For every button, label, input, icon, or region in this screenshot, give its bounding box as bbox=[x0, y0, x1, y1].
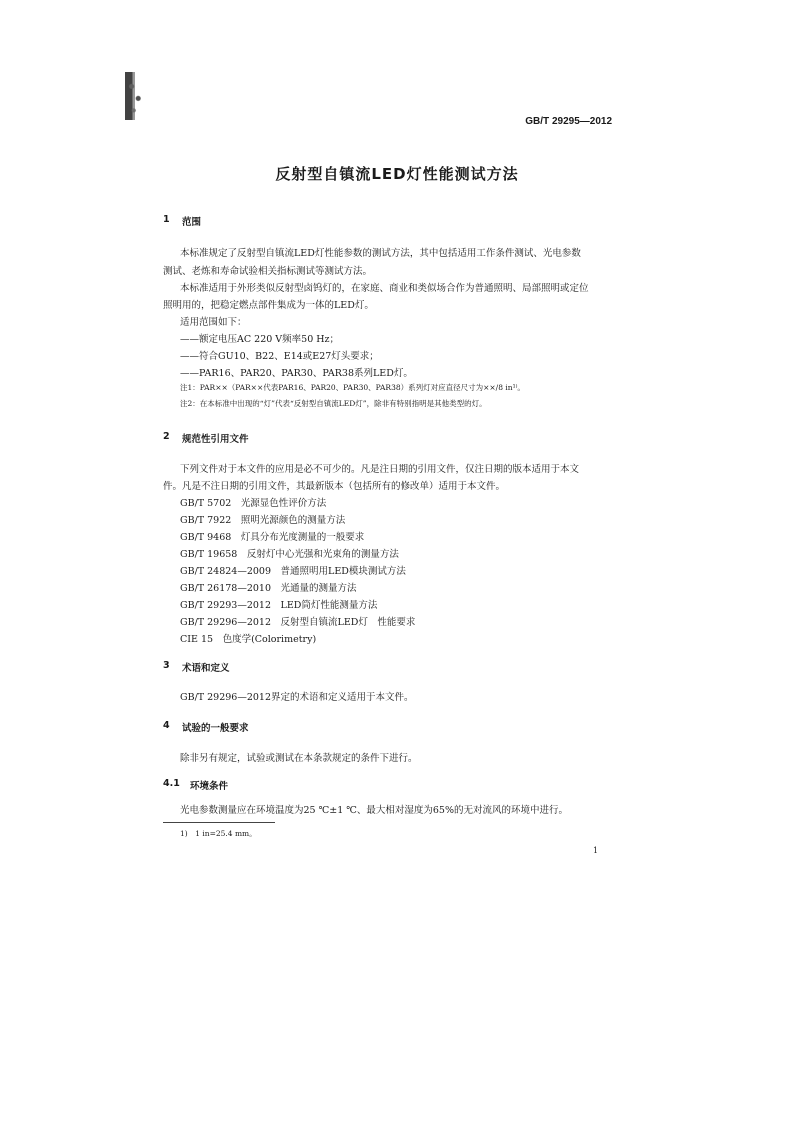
subsection-4-1-text: 光电参数测量应在环境温度为25 ℃±1 ℃、最大相对湿度为65%的无对流风的环境中进行。 bbox=[180, 805, 569, 816]
section-2-intro: 下列文件对于本文件的应用是必不可少的。凡是注日期的引用文件，仅注日期的版本适用于本文 bbox=[180, 464, 580, 475]
reference-item: GB/T 7922 照明光源颜色的测量方法 bbox=[180, 515, 346, 526]
reference-item: GB/T 9468 灯具分布光度测量的一般要求 bbox=[180, 532, 365, 543]
section-4-number: 4 bbox=[163, 720, 170, 731]
scope-item: ——PAR16、PAR20、PAR30、PAR38系列LED灯。 bbox=[180, 368, 413, 379]
standard-number: GB/T 29295—2012 bbox=[525, 116, 612, 127]
reference-item: GB/T 5702 光源显色性评价方法 bbox=[180, 498, 327, 509]
section-4-text: 除非另有规定，试验或测试在本条款规定的条件下进行。 bbox=[180, 753, 418, 764]
reference-item: GB/T 26178—2010 光通量的测量方法 bbox=[180, 583, 357, 594]
footnote-separator bbox=[163, 822, 275, 823]
reference-item: GB/T 24824—2009 普通照明用LED模块测试方法 bbox=[180, 566, 406, 577]
section-2-heading: 规范性引用文件 bbox=[182, 434, 249, 445]
section-1-paragraph: 测试、老炼和寿命试验相关指标测试等测试方法。 bbox=[163, 266, 373, 277]
document-title: 反射型自镇流LED灯性能测试方法 bbox=[275, 165, 519, 183]
subsection-4-1-heading: 环境条件 bbox=[190, 781, 229, 792]
section-2-number: 2 bbox=[163, 431, 170, 442]
section-1-heading: 范围 bbox=[182, 217, 202, 228]
section-2-intro: 件。凡是不注日期的引用文件，其最新版本（包括所有的修改单）适用于本文件。 bbox=[163, 481, 506, 492]
note-2: 注2：在本标准中出现的“灯”代表“反射型自镇流LED灯”，除非有特别指明是其他类型的灯。 bbox=[180, 399, 487, 408]
scope-intro: 适用范围如下： bbox=[180, 317, 247, 328]
scope-item: ——符合GU10、B22、E14或E27灯头要求； bbox=[180, 351, 379, 362]
reference-item: GB/T 29296—2012 反射型自镇流LED灯 性能要求 bbox=[180, 617, 416, 628]
footnote: 1) 1 in=25.4 mm。 bbox=[180, 829, 257, 838]
section-1-paragraph: 本标准规定了反射型自镇流LED灯性能参数的测试方法，其中包括适用工作条件测试、光电参数 bbox=[180, 248, 581, 259]
scan-artifact bbox=[125, 72, 147, 120]
section-3-number: 3 bbox=[163, 660, 170, 671]
page-number: 1 bbox=[593, 846, 599, 855]
section-1-paragraph: 本标准适用于外形类似反射型卤钨灯的，在家庭、商业和类似场合作为普通照明、局部照明或定位 bbox=[180, 283, 589, 294]
reference-item: GB/T 29293—2012 LED筒灯性能测量方法 bbox=[180, 600, 378, 611]
reference-item: GB/T 19658 反射灯中心光强和光束角的测量方法 bbox=[180, 549, 399, 560]
section-1-number: 1 bbox=[163, 214, 170, 225]
reference-item: CIE 15 色度学(Colorimetry) bbox=[180, 634, 317, 645]
section-3-text: GB/T 29296—2012界定的术语和定义适用于本文件。 bbox=[180, 692, 414, 703]
section-4-heading: 试验的一般要求 bbox=[182, 723, 249, 734]
section-1-paragraph: 照明用的，把稳定燃点部件集成为一体的LED灯。 bbox=[163, 300, 374, 311]
scope-item: ——额定电压AC 220 V频率50 Hz； bbox=[180, 334, 340, 345]
section-3-heading: 术语和定义 bbox=[182, 663, 230, 674]
note-1: 注1：PAR××（PAR××代表PAR16、PAR20、PAR30、PAR38）系列灯对应直径尺寸为××/8 in¹⁾。 bbox=[180, 383, 525, 392]
subsection-4-1-number: 4.1 bbox=[163, 778, 180, 789]
